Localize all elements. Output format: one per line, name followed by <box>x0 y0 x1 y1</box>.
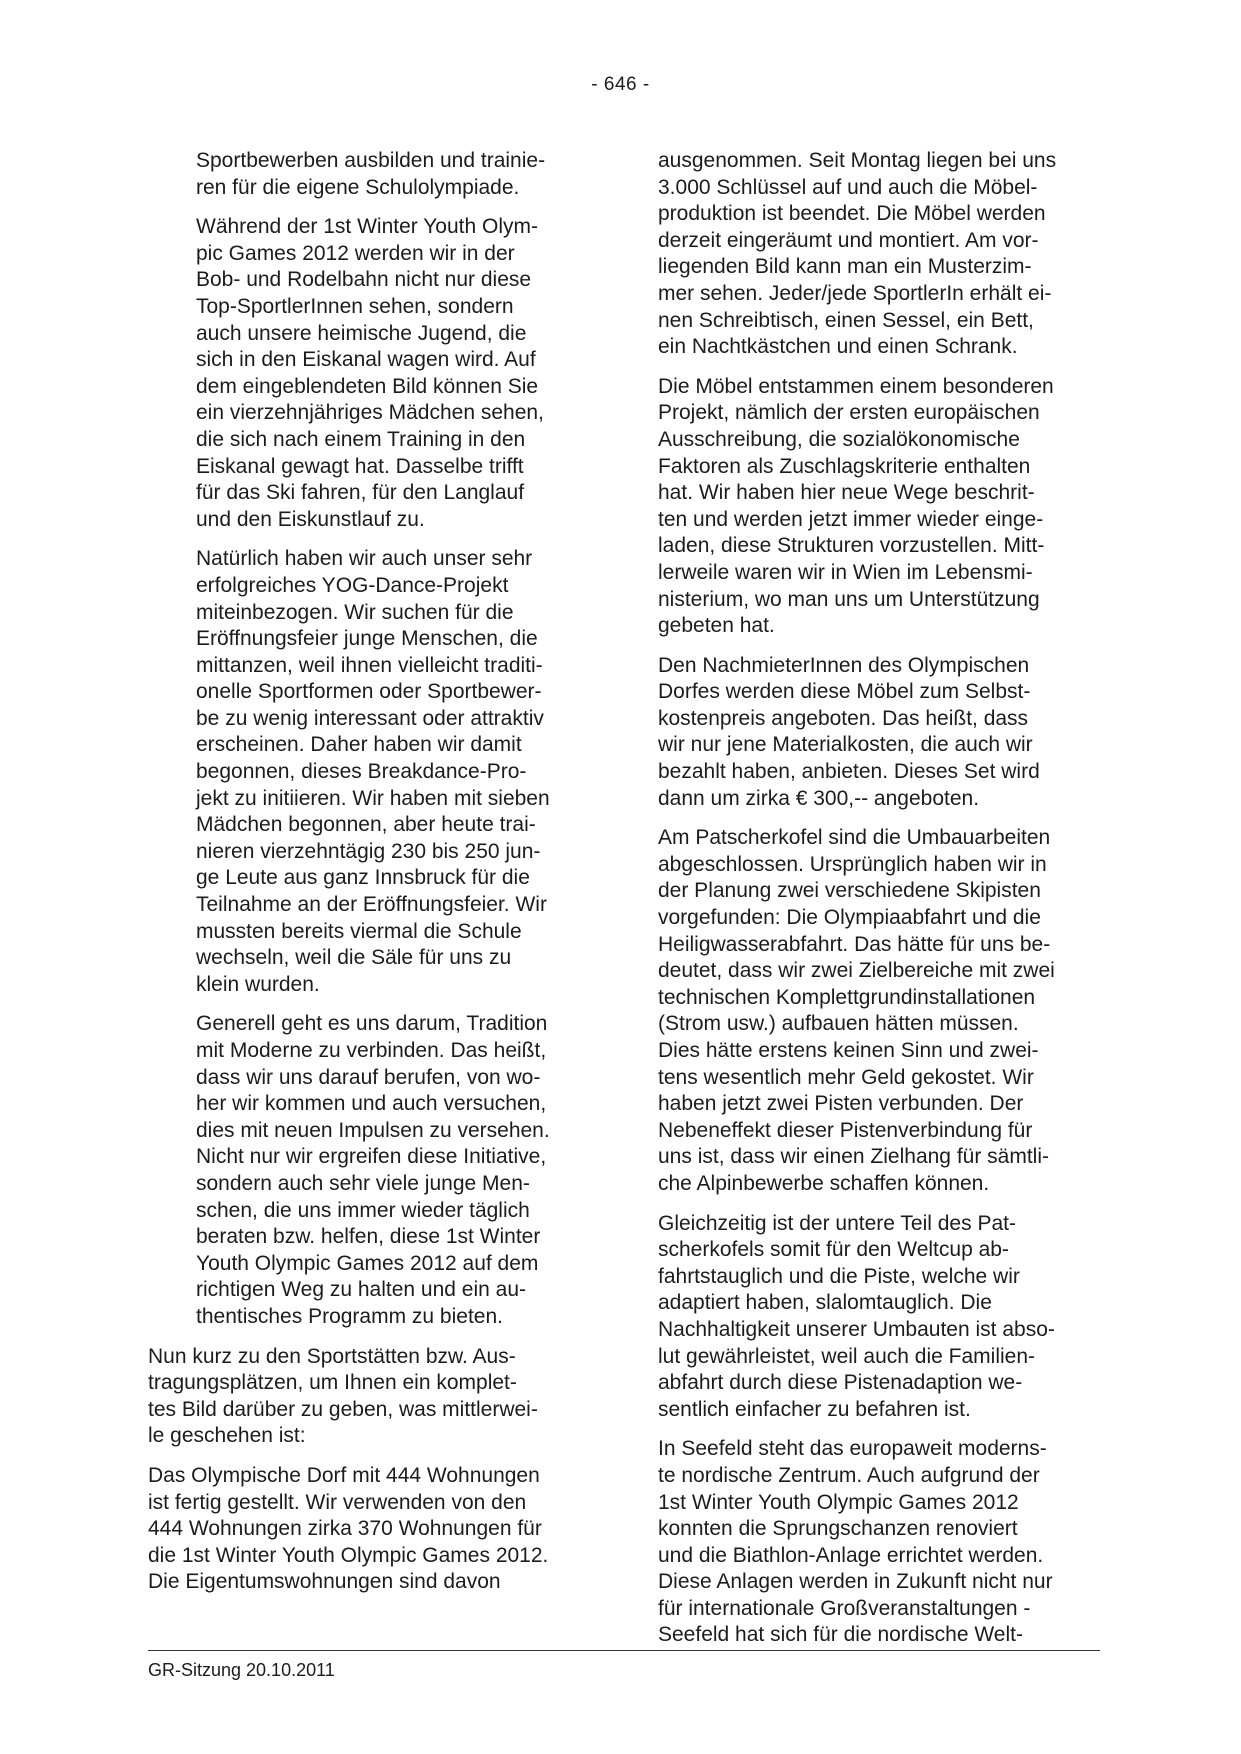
paragraph: Den NachmieterInnen des Olympischen Dorfes werden diese Möbel zum Selbst- kostenpreis angeboten. Das heißt, dass wir nur jene Materialkosten, die auch wir bezahlt haben, anbieten. Dieses Set wird dann um zirka € 300,-- angeboten. <box>658 653 1040 810</box>
paragraph: Gleichzeitig ist der untere Teil des Pat- scherkofels somit für den Weltcup ab- fahrtstauglich und die Piste, welche wir adaptiert haben, slalomtauglich. Die Nachhaltigkeit unserer Umbauten ist abso- lut gewährleistet, weil auch die Familien- abfahrt durch diese Pistenadaption we- sentlich einfacher zu befahren ist. <box>658 1211 1055 1421</box>
left-column <box>148 148 600 1609</box>
paragraph: Natürlich haben wir auch unser sehr erfolgreiches YOG-Dance-Projekt miteinbezogen. Wir suchen für die Eröffnungsfeier junge Menschen, die mittanzen, weil ihnen vielleicht traditi- onelle Sportformen oder Sportbewer- be zu wenig interessant oder attraktiv erscheinen. Daher haben wir damit begonnen, dieses Breakdance-Pro- jekt zu initiieren. Wir haben mit sieben Mädchen begonnen, aber heute trai- nieren vierzehntägig 230 bis 250 jun- ge Leute aus ganz Innsbruck für die Teilnahme an der Eröffnungsfeier. Wir mussten bereits viermal die Schule wechseln, weil die Säle für uns zu klein wurden. <box>196 547 550 996</box>
paragraph: Generell geht es uns darum, Tradition mit Moderne zu verbinden. Das heißt, dass wir uns darauf berufen, von wo- her wir kommen und auch versuchen, dies mit neuen Impulsen zu versehen. Nicht nur wir ergreifen diese Initiative, sondern auch sehr viele junge Men- schen, die uns immer wieder täglich beraten bzw. helfen, diese 1st Winter Youth Olympic Games 2012 auf dem richtigen Weg zu halten und ein au- thentisches Programm zu bieten. <box>196 1012 550 1328</box>
paragraph: Das Olympische Dorf mit 444 Wohnungen ist fertig gestellt. Wir verwenden von den 444 Wohnungen zirka 370 Wohnungen für die 1st Winter Youth Olympic Games 2012. Die Eigentumswohnungen sind davon <box>148 1463 549 1594</box>
right-column <box>658 148 1100 1662</box>
footer-divider <box>148 1650 1100 1651</box>
paragraph: Während der 1st Winter Youth Olym- pic Games 2012 werden wir in der Bob- und Rodelbahn nicht nur diese Top-SportlerInnen sehen, sondern auch unsere heimische Jugend, die sich in den Eiskanal wagen wird. Auf dem eingeblendeten Bild können Sie ein vierzehnjähriges Mädchen sehen, die sich nach einem Training in den Eiskanal gewagt hat. Dasselbe trifft für das Ski fahren, für den Langlauf und den Eiskunstlauf zu. <box>196 215 544 531</box>
page-number: - 646 - <box>591 74 650 95</box>
paragraph: Am Patscherkofel sind die Umbauarbeiten abgeschlossen. Ursprünglich haben wir in der Planung zwei verschiedene Skipisten vorgefunden: Die Olympiaabfahrt und die Heiligwasserabfahrt. Das hätte für uns be- deutet, dass wir zwei Zielbereiche mit zwei technischen Komplettgrundinstallationen (Strom usw.) aufbauen hätten müssen. Dies hätte erstens keinen Sinn und zwei- tens wesentlich mehr Geld gekostet. Wir haben jetzt zwei Pisten verbunden. Der Nebeneffekt dieser Pistenverbindung für uns ist, dass wir einen Zielhang für sämtli- che Alpinbewerbe schaffen können. <box>658 826 1055 1195</box>
paragraph: Die Möbel entstammen einem besonderen Projekt, nämlich der ersten europäischen Ausschreibung, die sozialökonomische Faktoren als Zuschlagskriterie enthalten hat. Wir haben hier neue Wege beschrit- ten und werden jetzt immer wieder einge- laden, diese Strukturen vorzustellen. Mitt- lerweile waren wir in Wien im Lebensmi- nisterium, wo man uns um Unterstützung gebeten hat. <box>658 374 1054 638</box>
paragraph: ausgenommen. Seit Montag liegen bei uns 3.000 Schlüssel auf und auch die Möbel- produktion ist beendet. Die Möbel werden derzeit eingeräumt und montiert. Am vor- liegenden Bild kann man ein Musterzim- mer sehen. Jeder/jede SportlerIn erhält ei- nen Schreibtisch, einen Sessel, ein Bett, ein Nachtkästchen und einen Schrank. <box>658 149 1057 359</box>
paragraph: Nun kurz zu den Sportstätten bzw. Aus- tragungsplätzen, um Ihnen ein komplet- tes Bild darüber zu geben, was mittlerwei- le geschehen ist: <box>148 1344 538 1448</box>
paragraph: In Seefeld steht das europaweit moderns- te nordische Zentrum. Auch aufgrund der 1st Winter Youth Olympic Games 2012 konnten die Sprungschanzen renoviert und die Biathlon-Anlage errichtet werden. Diese Anlagen werden in Zukunft nicht nur für internationale Großveranstaltungen - Seefeld hat sich für die nordische Welt- <box>658 1437 1053 1647</box>
footer-text: GR-Sitzung 20.10.2011 <box>148 1660 335 1680</box>
paragraph: Sportbewerben ausbilden und trainie- ren für die eigene Schulolympiade. <box>196 149 546 199</box>
